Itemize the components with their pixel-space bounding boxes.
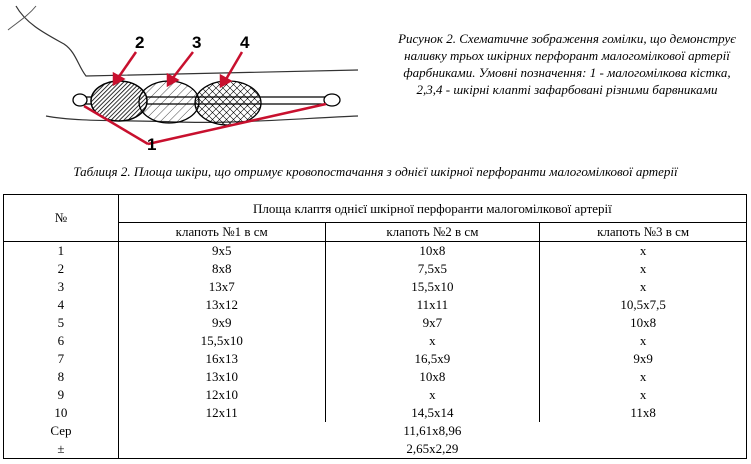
- row-number: 1: [4, 242, 119, 261]
- skin-flap-3: [139, 81, 199, 123]
- figure-label-2: 2: [135, 33, 145, 52]
- flap-1-value: 12x11: [118, 404, 325, 422]
- row-number: 3: [4, 278, 119, 296]
- flap-3-value: 9x9: [540, 350, 747, 368]
- row-number: 2: [4, 260, 119, 278]
- flap-2-value: 10x8: [325, 242, 540, 261]
- flap-2-value: 16,5x9: [325, 350, 540, 368]
- flap-2-value: 9x7: [325, 314, 540, 332]
- row-number: 10: [4, 404, 119, 422]
- flap-1-value: 9x9: [118, 314, 325, 332]
- header-flap-2: клапоть №2 в см: [325, 223, 540, 242]
- summary-label: Сер: [4, 422, 119, 440]
- flap-3-value: x: [540, 242, 747, 261]
- header-flap-3: клапоть №3 в см: [540, 223, 747, 242]
- flap-1-value: 9x5: [118, 242, 325, 261]
- row-number: 6: [4, 332, 119, 350]
- flap-1-value: 12x10: [118, 386, 325, 404]
- table-row: [4, 332, 747, 350]
- table-row: [4, 296, 747, 314]
- table-row: [4, 260, 747, 278]
- flap-1-value: 13x10: [118, 368, 325, 386]
- figure-label-4: 4: [240, 33, 250, 52]
- figure-label-1: 1: [147, 135, 157, 154]
- leg-schematic-figure: [6, 4, 376, 154]
- row-number: 8: [4, 368, 119, 386]
- table-row: [4, 368, 747, 386]
- figure-label-3: 3: [192, 33, 202, 52]
- table-row: [4, 314, 747, 332]
- flap-1-value: 13x7: [118, 278, 325, 296]
- flap-2-value: 10x8: [325, 368, 540, 386]
- table-row: [4, 386, 747, 404]
- flap-3-value: x: [540, 332, 747, 350]
- summary-value: 11,61x8,96: [118, 422, 746, 440]
- row-number: 4: [4, 296, 119, 314]
- flap-3-value: x: [540, 368, 747, 386]
- flap-2-value: x: [325, 332, 540, 350]
- table-row: [4, 350, 747, 368]
- summary-value: 2,65x2,29: [118, 440, 746, 459]
- header-number: №: [4, 195, 119, 242]
- table-row: [4, 242, 747, 261]
- table-title: Таблиця 2. Площа шкіри, що отримує кровопостачання з однієї шкірної перфоранти малогомілкової артерії: [73, 164, 678, 179]
- table-row: [4, 278, 747, 296]
- flap-3-value: 11x8: [540, 404, 747, 422]
- flap-3-value: x: [540, 260, 747, 278]
- flap-1-value: 15,5x10: [118, 332, 325, 350]
- leg-outline: [16, 6, 358, 76]
- summary-row: [4, 440, 747, 459]
- row-number: 9: [4, 386, 119, 404]
- flap-3-value: x: [540, 278, 747, 296]
- flap-3-value: x: [540, 386, 747, 404]
- header-group: Площа клаптя однієї шкірної перфоранти малогомілкової артерії: [118, 195, 746, 223]
- table-row: [4, 404, 747, 422]
- summary-label: ±: [4, 440, 119, 459]
- flap-2-value: 11x11: [325, 296, 540, 314]
- flap-1-value: 13x12: [118, 296, 325, 314]
- flap-3-value: 10x8: [540, 314, 747, 332]
- flap-2-value: x: [325, 386, 540, 404]
- flap-2-value: 7,5x5: [325, 260, 540, 278]
- flap-3-value: 10,5x7,5: [540, 296, 747, 314]
- flap-1-value: 16x13: [118, 350, 325, 368]
- flap-1-value: 8x8: [118, 260, 325, 278]
- header-flap-1: клапоть №1 в см: [118, 223, 325, 242]
- row-number: 7: [4, 350, 119, 368]
- flap-area-table: [3, 194, 747, 459]
- flap-2-value: 15,5x10: [325, 278, 540, 296]
- figure-caption: Рисунок 2. Схематичне зображення гомілки, що демонструє наливку трьох шкірних перфорант малогомілкової артерії фарбниками. Умовні позначення: 1 - малогомілкова кістка, 2,3,4 - шкірні клапті зафарбовані різними барвниками: [398, 31, 736, 97]
- row-number: 5: [4, 314, 119, 332]
- flap-2-value: 14,5x14: [325, 404, 540, 422]
- summary-row: [4, 422, 747, 440]
- skin-flap-4: [195, 81, 261, 125]
